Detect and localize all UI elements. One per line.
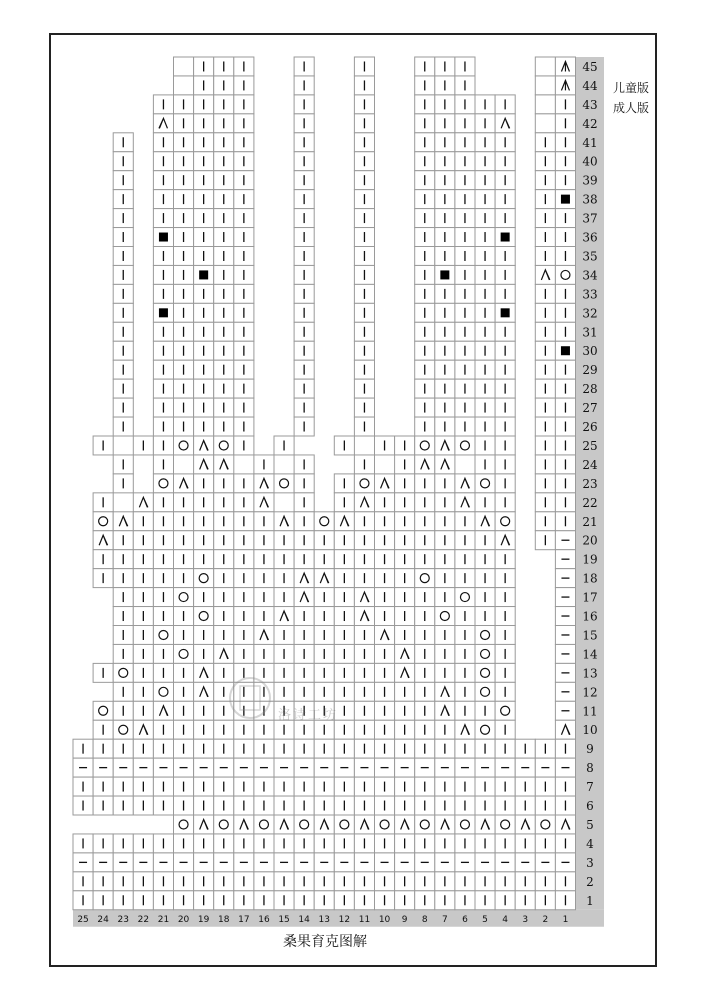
row-number: 17 bbox=[582, 590, 598, 605]
chart-cell bbox=[495, 114, 515, 133]
chart-cell bbox=[133, 493, 153, 512]
chart-cell bbox=[354, 493, 374, 512]
chart-cell bbox=[234, 815, 254, 834]
chart-cell bbox=[395, 815, 415, 834]
column-number: 22 bbox=[137, 914, 150, 925]
chart-cell bbox=[194, 569, 214, 588]
chart-cell bbox=[354, 474, 374, 493]
row-number: 6 bbox=[586, 799, 594, 814]
chart-cell bbox=[475, 682, 495, 701]
row-number: 45 bbox=[582, 59, 598, 74]
chart-cell bbox=[375, 815, 395, 834]
chart-cell bbox=[174, 57, 194, 76]
chart-cell bbox=[254, 815, 274, 834]
chart-cell bbox=[314, 815, 334, 834]
row-number: 15 bbox=[582, 628, 598, 643]
chart-cell bbox=[475, 644, 495, 663]
chart-cell bbox=[174, 436, 194, 455]
chart-cell bbox=[475, 512, 495, 531]
chart-cell bbox=[375, 474, 395, 493]
chart-cell bbox=[435, 701, 455, 720]
chart-cell bbox=[174, 588, 194, 607]
row-number: 13 bbox=[582, 666, 598, 681]
chart-cell bbox=[174, 76, 194, 95]
row-number: 37 bbox=[582, 211, 598, 226]
chart-cell bbox=[113, 663, 133, 682]
row-number: 21 bbox=[582, 514, 598, 529]
column-number: 17 bbox=[238, 914, 250, 925]
chart-cell bbox=[475, 663, 495, 682]
row-number: 40 bbox=[582, 154, 598, 169]
chart-cell bbox=[475, 720, 495, 739]
column-number: 4 bbox=[502, 914, 509, 925]
chart-cell bbox=[354, 815, 374, 834]
column-number: 1 bbox=[562, 914, 569, 925]
chart-cell bbox=[274, 474, 294, 493]
bobble-symbol bbox=[501, 308, 510, 317]
bobble-symbol bbox=[561, 346, 570, 355]
row-number: 29 bbox=[582, 363, 598, 378]
chart-cell bbox=[294, 569, 314, 588]
column-number: 8 bbox=[421, 914, 428, 925]
row-number: 18 bbox=[582, 571, 598, 586]
column-number: 7 bbox=[441, 914, 448, 925]
row-number: 14 bbox=[582, 647, 598, 662]
chart-cell bbox=[535, 95, 555, 114]
row-number: 4 bbox=[586, 836, 594, 851]
chart-cell bbox=[354, 588, 374, 607]
chart-cell bbox=[475, 626, 495, 645]
chart-caption: 桑果育克图解 bbox=[283, 934, 367, 950]
bobble-symbol bbox=[159, 233, 168, 242]
row-number: 24 bbox=[582, 457, 598, 472]
chart-cell bbox=[395, 663, 415, 682]
chart-cell bbox=[174, 474, 194, 493]
column-number: 25 bbox=[77, 914, 89, 925]
row-number: 32 bbox=[582, 306, 598, 321]
chart-cell bbox=[214, 815, 234, 834]
chart-cell bbox=[113, 512, 133, 531]
chart-cell bbox=[415, 569, 435, 588]
chart-cell bbox=[194, 607, 214, 626]
row-number: 3 bbox=[586, 855, 594, 870]
chart-cell bbox=[214, 455, 234, 474]
chart-cell bbox=[435, 455, 455, 474]
chart-cell bbox=[535, 815, 555, 834]
column-number: 23 bbox=[117, 914, 129, 925]
column-number: 24 bbox=[97, 914, 109, 925]
chart-cell bbox=[153, 682, 173, 701]
chart-cell bbox=[214, 436, 234, 455]
column-number: 15 bbox=[278, 914, 290, 925]
chart-cell bbox=[113, 720, 133, 739]
chart-cell bbox=[93, 701, 113, 720]
row-number: 33 bbox=[582, 287, 598, 302]
chart-cell bbox=[153, 701, 173, 720]
chart-cell bbox=[294, 815, 314, 834]
column-number: 9 bbox=[401, 914, 408, 925]
chart-cell bbox=[153, 114, 173, 133]
row-number: 19 bbox=[582, 552, 598, 567]
chart-cell bbox=[495, 531, 515, 550]
chart-cell bbox=[334, 512, 354, 531]
row-number: 26 bbox=[582, 420, 598, 435]
chart-cell bbox=[153, 474, 173, 493]
chart-cell bbox=[415, 436, 435, 455]
row-number: 38 bbox=[582, 192, 598, 207]
row-number: 2 bbox=[586, 874, 594, 889]
chart-cell bbox=[174, 815, 194, 834]
column-number: 19 bbox=[197, 914, 210, 925]
row-number: 12 bbox=[582, 685, 598, 700]
chart-cell bbox=[174, 644, 194, 663]
chart-cell bbox=[194, 682, 214, 701]
chart-cell bbox=[455, 815, 475, 834]
chart-cell bbox=[495, 815, 515, 834]
chart-cell bbox=[294, 588, 314, 607]
column-number: 11 bbox=[358, 914, 371, 925]
chart-cell bbox=[93, 531, 113, 550]
chart-cell bbox=[194, 455, 214, 474]
row-number: 9 bbox=[586, 742, 594, 757]
row-number: 8 bbox=[586, 761, 594, 776]
bobble-symbol bbox=[199, 270, 208, 279]
column-number: 16 bbox=[258, 914, 270, 925]
column-number: 2 bbox=[542, 914, 549, 925]
bobble-symbol bbox=[440, 270, 449, 279]
chart-cell bbox=[455, 436, 475, 455]
row-number: 42 bbox=[582, 116, 598, 131]
chart-cell bbox=[194, 815, 214, 834]
column-number: 18 bbox=[218, 914, 230, 925]
bobble-symbol bbox=[159, 308, 168, 317]
chart-cell bbox=[435, 682, 455, 701]
chart-cell bbox=[395, 644, 415, 663]
chart-cell bbox=[274, 815, 294, 834]
chart-cell bbox=[415, 815, 435, 834]
column-number: 21 bbox=[157, 914, 170, 925]
row-number: 35 bbox=[582, 249, 598, 264]
column-number: 3 bbox=[522, 914, 529, 925]
chart-cell bbox=[455, 493, 475, 512]
chart-cell bbox=[254, 626, 274, 645]
bobble-symbol bbox=[501, 233, 510, 242]
chart-cell bbox=[314, 512, 334, 531]
watermark-text: 洛诗工坊 bbox=[278, 708, 339, 723]
chart-cell bbox=[455, 720, 475, 739]
row-number: 39 bbox=[582, 173, 598, 188]
chart-cell bbox=[314, 569, 334, 588]
column-number: 6 bbox=[462, 914, 468, 925]
chart-cell bbox=[274, 512, 294, 531]
row-number: 44 bbox=[582, 78, 598, 93]
chart-cell bbox=[153, 626, 173, 645]
chart-cell bbox=[555, 265, 575, 284]
label-adult-version: 成人版 bbox=[613, 101, 650, 115]
chart-cell bbox=[254, 493, 274, 512]
chart-cell bbox=[455, 588, 475, 607]
chart-cell bbox=[555, 815, 575, 834]
chart-cell bbox=[214, 644, 234, 663]
column-number: 12 bbox=[338, 914, 351, 925]
chart-cell bbox=[415, 455, 435, 474]
row-number: 1 bbox=[586, 893, 594, 908]
row-number: 31 bbox=[582, 325, 598, 340]
row-number: 25 bbox=[582, 438, 598, 453]
row-number: 16 bbox=[582, 609, 598, 624]
chart-cell bbox=[375, 626, 395, 645]
row-number: 43 bbox=[582, 97, 598, 112]
row-number: 10 bbox=[582, 723, 598, 738]
row-number: 36 bbox=[582, 230, 598, 245]
row-number: 27 bbox=[582, 401, 598, 416]
column-number: 14 bbox=[298, 914, 310, 925]
chart-cell bbox=[495, 512, 515, 531]
chart-cell bbox=[254, 474, 274, 493]
chart-cell bbox=[334, 815, 354, 834]
row-number: 34 bbox=[582, 268, 598, 283]
chart-cell bbox=[475, 474, 495, 493]
row-number: 7 bbox=[586, 780, 594, 795]
column-number: 13 bbox=[318, 914, 330, 925]
chart-cell bbox=[194, 436, 214, 455]
chart-cell bbox=[194, 663, 214, 682]
row-number: 23 bbox=[582, 476, 598, 491]
chart-cell bbox=[495, 701, 515, 720]
chart-cell bbox=[133, 720, 153, 739]
row-number: 22 bbox=[582, 495, 598, 510]
chart-cell bbox=[535, 265, 555, 284]
chart-cell bbox=[555, 720, 575, 739]
row-number: 5 bbox=[586, 817, 594, 832]
row-number: 20 bbox=[582, 533, 598, 548]
chart-cell bbox=[455, 474, 475, 493]
column-number: 10 bbox=[378, 914, 391, 925]
row-number: 11 bbox=[582, 704, 598, 719]
bobble-symbol bbox=[561, 195, 570, 204]
chart-cell bbox=[435, 607, 455, 626]
row-number: 28 bbox=[582, 382, 598, 397]
chart-cell bbox=[93, 512, 113, 531]
chart-cell bbox=[274, 607, 294, 626]
chart-cell bbox=[354, 607, 374, 626]
chart-cell bbox=[475, 815, 495, 834]
chart-cell bbox=[535, 114, 555, 133]
chart-cell bbox=[535, 57, 555, 76]
label-child-version: 儿童版 bbox=[613, 81, 650, 95]
column-number: 5 bbox=[482, 914, 488, 925]
column-number: 20 bbox=[177, 914, 190, 925]
row-number: 41 bbox=[582, 135, 598, 150]
chart-cell bbox=[435, 436, 455, 455]
chart-cell bbox=[435, 815, 455, 834]
chart-cell bbox=[515, 815, 535, 834]
row-number: 30 bbox=[582, 344, 598, 359]
chart-cell bbox=[535, 76, 555, 95]
